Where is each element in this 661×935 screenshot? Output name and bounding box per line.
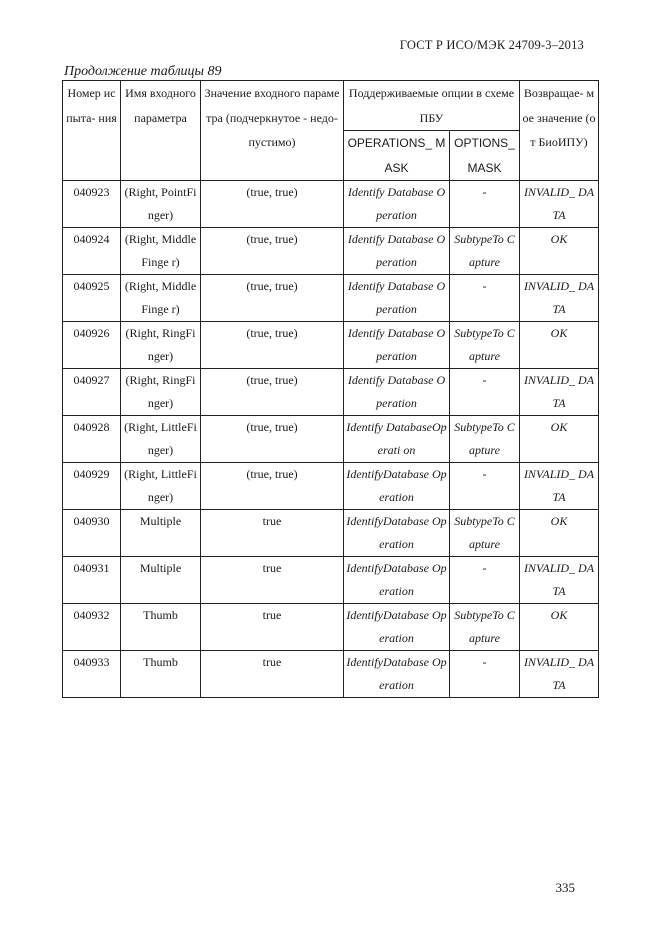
cell-param-name: (Right, RingFinger) <box>121 369 201 416</box>
cell-options-mask: SubtypeTo Capture <box>450 604 520 651</box>
table-row <box>63 275 599 322</box>
cell-param-name: Multiple <box>121 510 201 557</box>
cell-operations-mask: IdentifyDatabase Operation <box>344 557 450 604</box>
cell-options-mask: SubtypeTo Capture <box>450 416 520 463</box>
cell-param-name: (Right, PointFinger) <box>121 181 201 228</box>
header-input-value: Значение входного параметра (подчеркнутое - недо- пустимо) <box>201 81 344 181</box>
document-header: ГОСТ Р ИСО/МЭК 24709-3–2013 <box>399 38 584 52</box>
cell-input-value: (true, true) <box>201 463 344 510</box>
cell-return-value: INVALID_ DATA <box>520 369 599 416</box>
cell-input-value: (true, true) <box>201 181 344 228</box>
header-return-value: Возвращае- мое значение (от БиоИПУ) <box>520 81 599 181</box>
cell-input-value: (true, true) <box>201 322 344 369</box>
cell-operations-mask: IdentifyDatabase Operation <box>344 510 450 557</box>
cell-options-mask: SubtypeTo Capture <box>450 510 520 557</box>
cell-operations-mask: Identify Database Operation <box>344 275 450 322</box>
table-body <box>63 181 599 698</box>
cell-options-mask: - <box>450 463 520 510</box>
cell-operations-mask: Identify Database Operation <box>344 181 450 228</box>
cell-param-name: Multiple <box>121 557 201 604</box>
cell-options-mask: - <box>450 651 520 698</box>
test-table <box>62 80 599 698</box>
cell-operations-mask: Identify Database Operation <box>344 322 450 369</box>
table-row <box>63 510 599 557</box>
cell-test-number: 040924 <box>63 228 121 275</box>
cell-input-value: true <box>201 604 344 651</box>
cell-test-number: 040925 <box>63 275 121 322</box>
cell-options-mask: - <box>450 557 520 604</box>
cell-operations-mask: Identify Database Operation <box>344 369 450 416</box>
cell-param-name: Thumb <box>121 604 201 651</box>
cell-param-name: Thumb <box>121 651 201 698</box>
header-operations-mask: OPERATIONS_ MASK <box>344 131 450 181</box>
cell-test-number: 040932 <box>63 604 121 651</box>
cell-return-value: OK <box>520 604 599 651</box>
cell-return-value: OK <box>520 510 599 557</box>
table-row <box>63 463 599 510</box>
cell-test-number: 040928 <box>63 416 121 463</box>
cell-return-value: INVALID_ DATA <box>520 557 599 604</box>
cell-return-value: INVALID_ DATA <box>520 181 599 228</box>
table-row <box>63 181 599 228</box>
cell-input-value: true <box>201 510 344 557</box>
cell-param-name: (Right, MiddleFinge r) <box>121 228 201 275</box>
cell-test-number: 040931 <box>63 557 121 604</box>
cell-return-value: INVALID_ DATA <box>520 651 599 698</box>
table-caption: Продолжение таблицы 89 <box>64 64 222 79</box>
cell-param-name: (Right, RingFinger) <box>121 322 201 369</box>
table-row <box>63 369 599 416</box>
header-options-mask: OPTIONS_ MASK <box>450 131 520 181</box>
cell-test-number: 040923 <box>63 181 121 228</box>
cell-test-number: 040933 <box>63 651 121 698</box>
cell-input-value: (true, true) <box>201 275 344 322</box>
page-number: 335 <box>555 880 575 895</box>
cell-options-mask: SubtypeTo Capture <box>450 322 520 369</box>
cell-options-mask: - <box>450 275 520 322</box>
cell-param-name: (Right, MiddleFinge r) <box>121 275 201 322</box>
table-row <box>63 322 599 369</box>
cell-input-value: (true, true) <box>201 228 344 275</box>
cell-return-value: OK <box>520 416 599 463</box>
cell-options-mask: - <box>450 181 520 228</box>
table-row <box>63 604 599 651</box>
cell-options-mask: - <box>450 369 520 416</box>
cell-input-value: (true, true) <box>201 369 344 416</box>
cell-operations-mask: Identify Database Operation <box>344 228 450 275</box>
cell-param-name: (Right, LittleFinger) <box>121 416 201 463</box>
table-row <box>63 557 599 604</box>
cell-test-number: 040930 <box>63 510 121 557</box>
table-row <box>63 651 599 698</box>
table-row <box>63 416 599 463</box>
cell-operations-mask: IdentifyDatabase Operation <box>344 463 450 510</box>
cell-options-mask: SubtypeTo Capture <box>450 228 520 275</box>
cell-return-value: OK <box>520 228 599 275</box>
cell-return-value: INVALID_ DATA <box>520 463 599 510</box>
cell-return-value: INVALID_ DATA <box>520 275 599 322</box>
cell-param-name: (Right, LittleFinger) <box>121 463 201 510</box>
cell-input-value: (true, true) <box>201 416 344 463</box>
cell-operations-mask: IdentifyDatabase Operation <box>344 604 450 651</box>
header-test-number: Номер испыта- ния <box>63 81 121 181</box>
cell-operations-mask: IdentifyDatabase Operation <box>344 651 450 698</box>
cell-test-number: 040926 <box>63 322 121 369</box>
header-param-name: Имя входного параметра <box>121 81 201 181</box>
header-supported-options: Поддерживаемые опции в схеме ПБУ <box>344 81 520 131</box>
cell-test-number: 040929 <box>63 463 121 510</box>
table-row <box>63 228 599 275</box>
cell-input-value: true <box>201 557 344 604</box>
cell-return-value: OK <box>520 322 599 369</box>
cell-test-number: 040927 <box>63 369 121 416</box>
cell-input-value: true <box>201 651 344 698</box>
cell-operations-mask: Identify DatabaseOperati on <box>344 416 450 463</box>
